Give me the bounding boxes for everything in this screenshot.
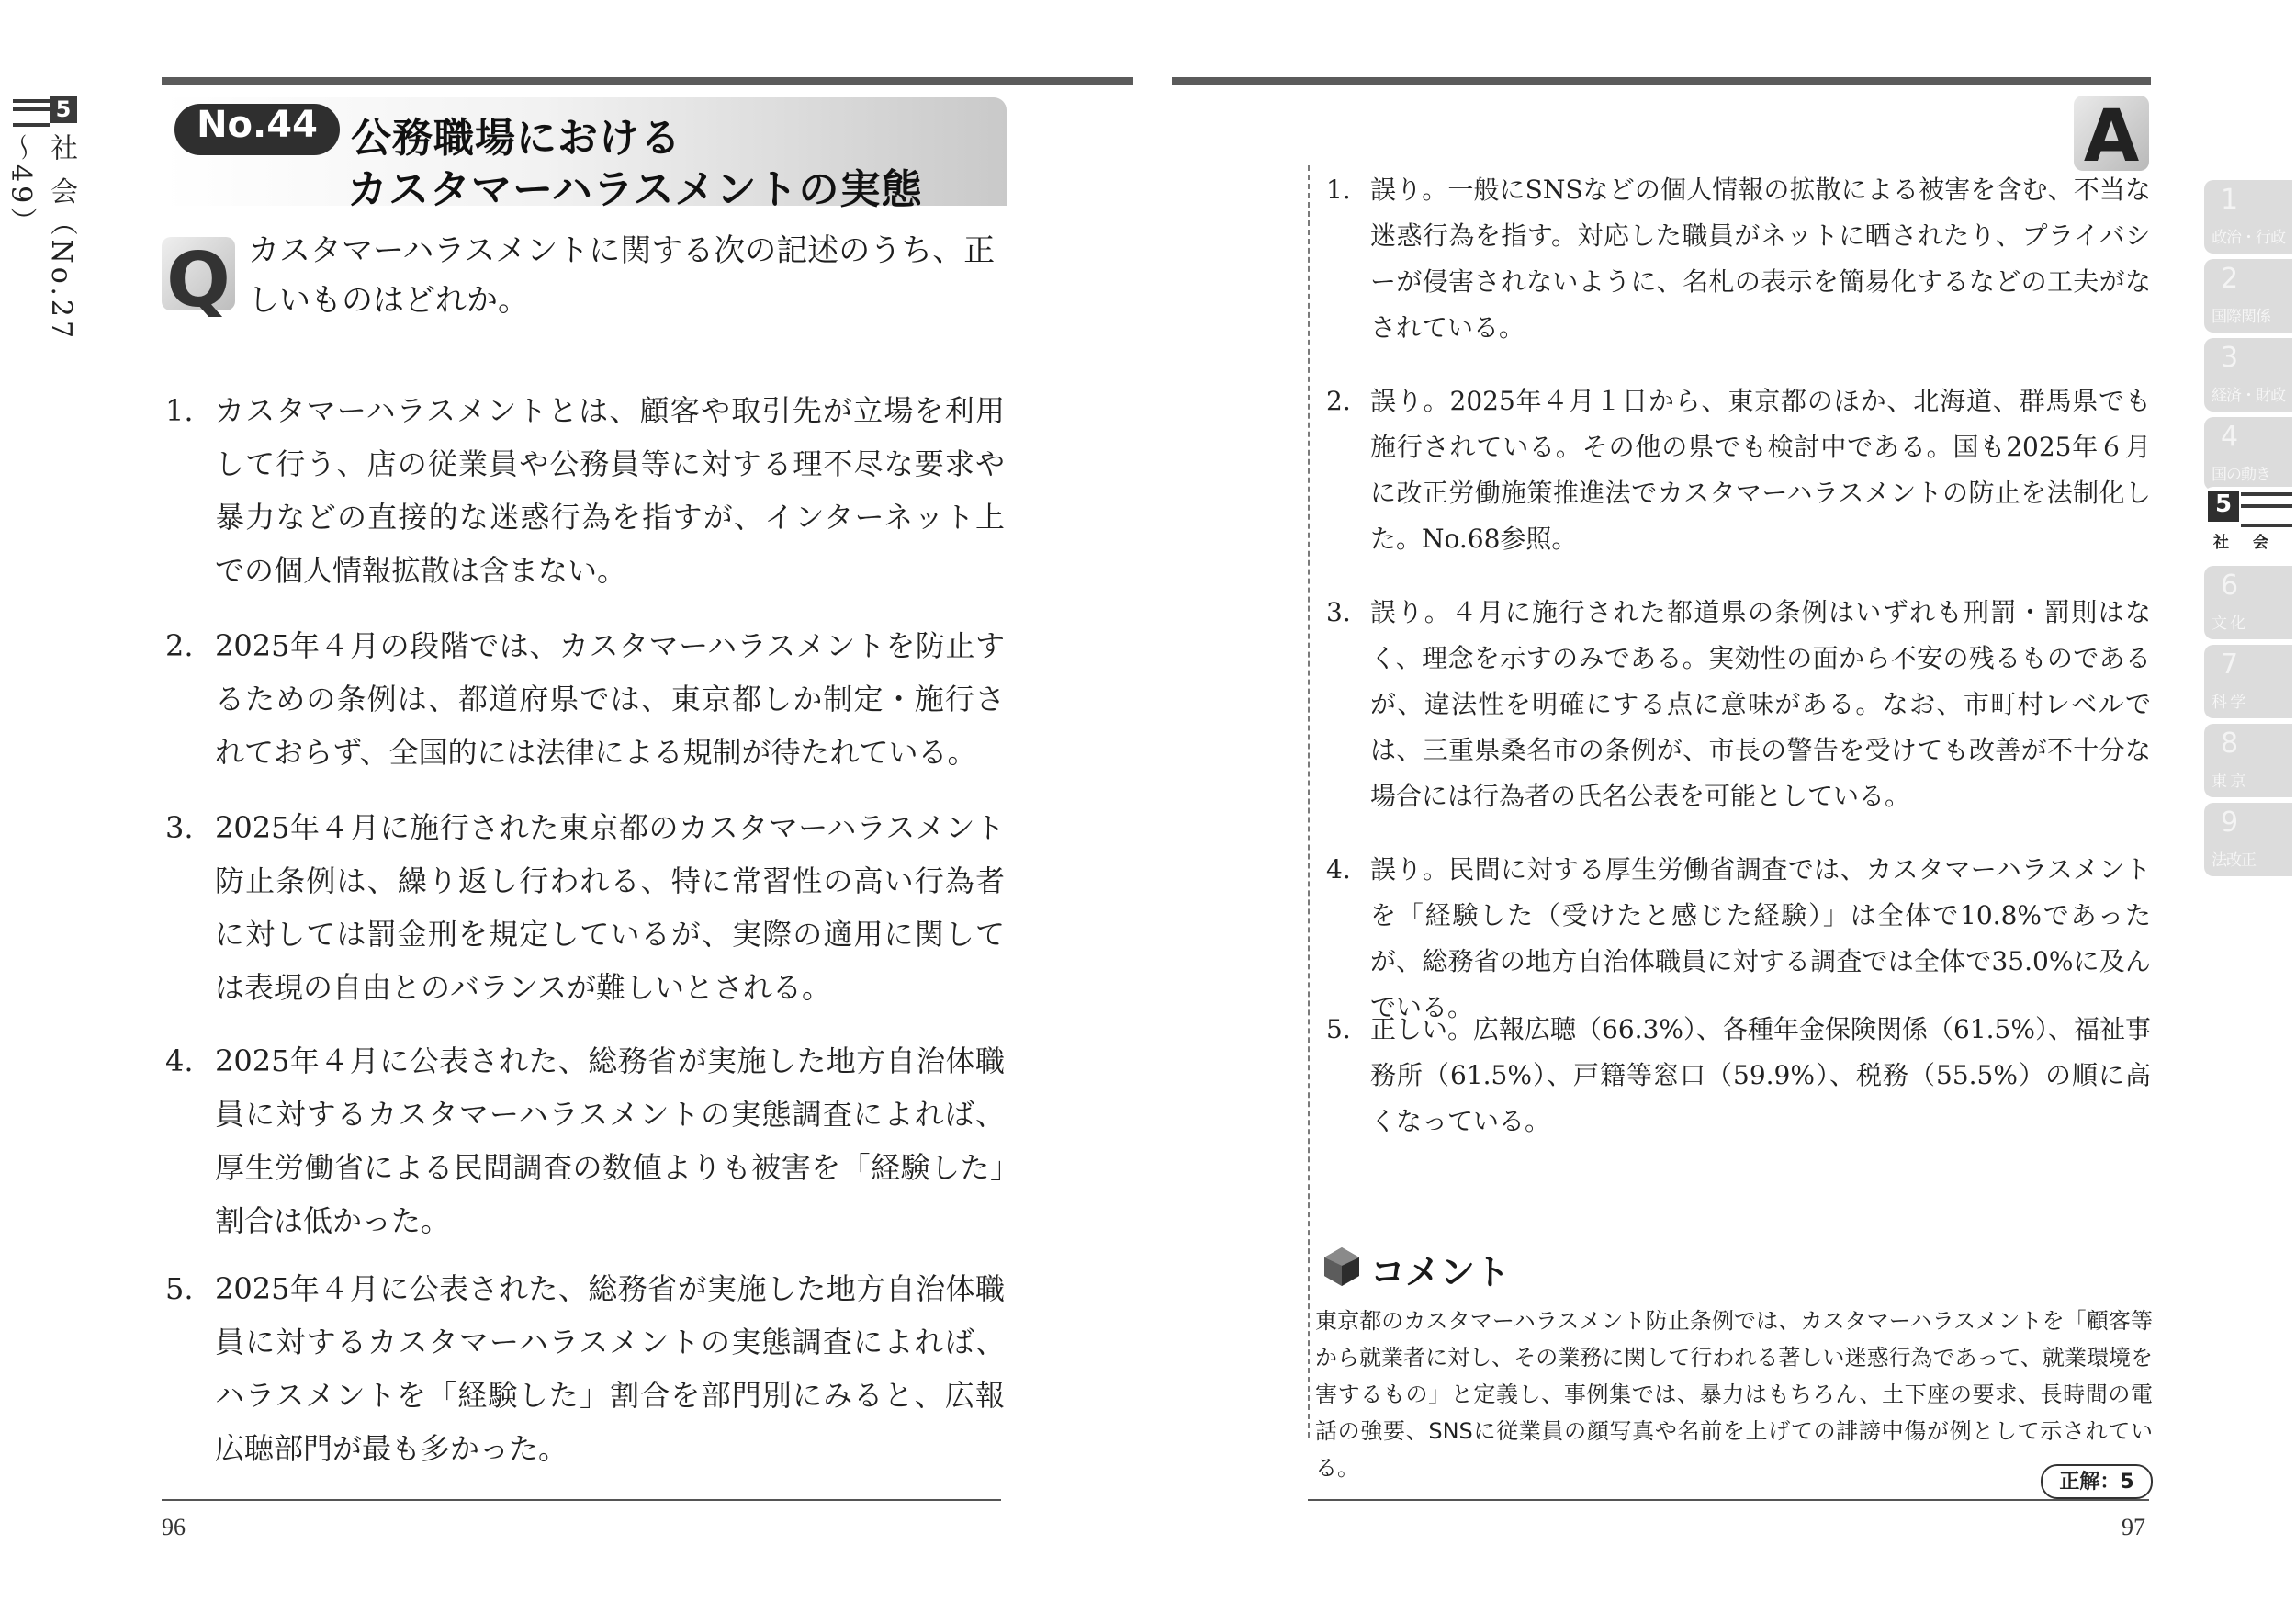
chapter-tab-1-label: 政治・行政 <box>2212 229 2285 247</box>
chapter-tab-9-number: 9 <box>2221 806 2239 839</box>
title-line-2: カスタマーハラスメントの実態 <box>347 166 923 213</box>
title-line-1: 公務職場における <box>351 115 681 162</box>
chapter-tab-6[interactable] <box>2204 566 2292 639</box>
chapter-tab-5-number: 5 <box>2208 491 2239 522</box>
answer-number-2: 2. <box>1326 386 1351 416</box>
option-text-4: 2025年４月に公表された、総務省が実施した地方自治体職員に対するカスタマーハラスメントの実態調査によれば、厚生労働省による民間調査の数値よりも被害を「経験した」割合は低かった。 <box>215 1043 1005 1238</box>
chapter-marker <box>13 96 77 123</box>
answer-number-3: 3. <box>1326 597 1351 627</box>
chapter-tab-6-label: 文 化 <box>2212 615 2245 633</box>
question-icon: Q <box>162 237 235 310</box>
option-number-4: 4. <box>165 1043 194 1078</box>
chapter-tab-3-label: 経済・財政 <box>2212 387 2285 405</box>
polyhedron-icon <box>1321 1246 1363 1288</box>
chapter-number: 5 <box>50 96 77 123</box>
chapter-tab-8-label: 東 京 <box>2212 773 2245 791</box>
bottom-rule-right <box>1308 1499 2149 1501</box>
option-number-1: 1. <box>165 393 194 428</box>
answer-number-5: 5. <box>1326 1014 1351 1044</box>
answer-number-4: 4. <box>1326 854 1351 885</box>
chapter-tab-4[interactable] <box>2204 417 2292 491</box>
chapter-tab-9[interactable] <box>2204 803 2292 876</box>
option-number-5: 5. <box>165 1271 194 1306</box>
top-rule-left <box>162 77 1133 85</box>
chapter-tab-5-label: 社 会 <box>2213 534 2278 552</box>
chapter-tab-2-number: 2 <box>2221 263 2239 295</box>
option-text-2: 2025年４月の段階では、カスタマーハラスメントを防止するための条例は、都道府県では、東京都しか制定・施行されておらず、全国的には法律による規制が待たれている。 <box>215 628 1005 770</box>
question-number-badge: No.44 <box>174 104 340 155</box>
answer-number-1: 1. <box>1326 175 1351 205</box>
question-text: カスタマーハラスメントに関する次の記述のうち、正しいものはどれか。 <box>248 232 996 319</box>
top-rule-right <box>1172 77 2151 85</box>
chapter-tab-4-label: 国の動き <box>2212 466 2270 484</box>
answer-text-3: 誤り。４月に施行された都道県の条例はいずれも刑罰・罰則はなく、理念を示すのみである。実効性の面から不安の残るものであるが、違法性を明確にする点に意味がある。なお、市町村レベルでは、三重県桑名市の条例が、市長の警告を受けても改善が不十分な場合には行為者の氏名公表を可能としている。 <box>1370 597 2151 811</box>
answer-text-4: 誤り。民間に対する厚生労働省調査では、カスタマーハラスメントを「経験した（受けたと感じた経験）」は全体で10.8%であったが、総務省の地方自治体職員に対する調査では全体で35.0%に及んでいる。 <box>1370 854 2151 1022</box>
chapter-tab-3[interactable] <box>2204 338 2292 412</box>
option-number-3: 3. <box>165 810 194 845</box>
chapter-tab-7[interactable] <box>2204 645 2292 718</box>
comment-text: 東京都のカスタマーハラスメント防止条例では、カスタマーハラスメントを「顧客等から就業者に対し、その業務に関して行われる著しい迷惑行為であって、就業環境を害するもの」と定義し、事例集では、暴力はもちろん、土下座の要求、長時間の電話の強要、SNSに従業員の顔写真や名前を上げての誹謗中傷が例として示されている。 <box>1315 1308 2153 1481</box>
page-number-right: 97 <box>2122 1514 2145 1540</box>
chapter-tab-8-number: 8 <box>2221 727 2239 760</box>
option-text-1: カスタマーハラスメントとは、顧客や取引先が立場を利用して行う、店の従業員や公務員等に対する理不尽な要求や暴力などの直接的な迷惑行為を指すが、インターネット上での個人情報拡散は含まない。 <box>215 393 1005 588</box>
answer-text-2: 誤り。2025年４月１日から、東京都のほか、北海道、群馬県でも施行されている。その他の県でも検討中である。国も2025年６月に改正労働施策推進法でカスタマーハラスメントの防止を法制化した。No.68参照。 <box>1370 386 2151 554</box>
page-number-left: 96 <box>162 1514 186 1540</box>
chapter-tab-3-number: 3 <box>2221 342 2239 374</box>
chapter-tab-5-active[interactable] <box>2204 487 2292 560</box>
chapter-tab-2-label: 国際関係 <box>2212 308 2270 326</box>
answer-text-5: 正しい。広報広聴（66.3%）、各種年金保険関係（61.5%）、福祉事務所（61.5%）、戸籍等窓口（59.9%）、税務（55.5%）の順に高くなっている。 <box>1370 1014 2151 1136</box>
correct-answer-badge: 正解：5 <box>2041 1464 2153 1499</box>
chapter-tab-1[interactable] <box>2204 180 2292 254</box>
chapter-tab-9-label: 法改正 <box>2212 851 2256 870</box>
chapter-tab-1-number: 1 <box>2221 184 2239 216</box>
answer-icon: A <box>2074 96 2149 171</box>
chapter-tab-7-label: 科 学 <box>2212 694 2245 712</box>
chapter-tab-2[interactable] <box>2204 259 2292 333</box>
option-text-3: 2025年４月に施行された東京都のカスタマーハラスメント防止条例は、繰り返し行われる、特に常習性の高い行為者に対しては罰金刑を規定しているが、実際の適用に関しては表現の自由とのバランスが難しいとされる。 <box>215 810 1005 1005</box>
chapter-side-label: 社 会（No.27～49） <box>5 133 77 343</box>
chapter-tab-6-number: 6 <box>2221 570 2239 602</box>
option-number-2: 2. <box>165 628 194 663</box>
comment-title: コメント <box>1370 1252 1511 1292</box>
answer-text-1: 誤り。一般にSNSなどの個人情報の拡散による被害を含む、不当な迷惑行為を指す。対応した職員がネットに晒されたり、プライバシーが侵害されないように、名札の表示を簡易化するなどの工夫がなされている。 <box>1370 175 2151 343</box>
answer-dashed-rule <box>1308 165 1310 1438</box>
bottom-rule-left <box>162 1499 1001 1501</box>
chapter-tab-7-number: 7 <box>2221 648 2239 681</box>
chapter-tab-8[interactable] <box>2204 724 2292 797</box>
option-text-5: 2025年４月に公表された、総務省が実施した地方自治体職員に対するカスタマーハラスメントの実態調査によれば、ハラスメントを「経験した」割合を部門別にみると、広報広聴部門が最も多かった。 <box>215 1271 1005 1466</box>
chapter-tab-4-number: 4 <box>2221 421 2239 453</box>
